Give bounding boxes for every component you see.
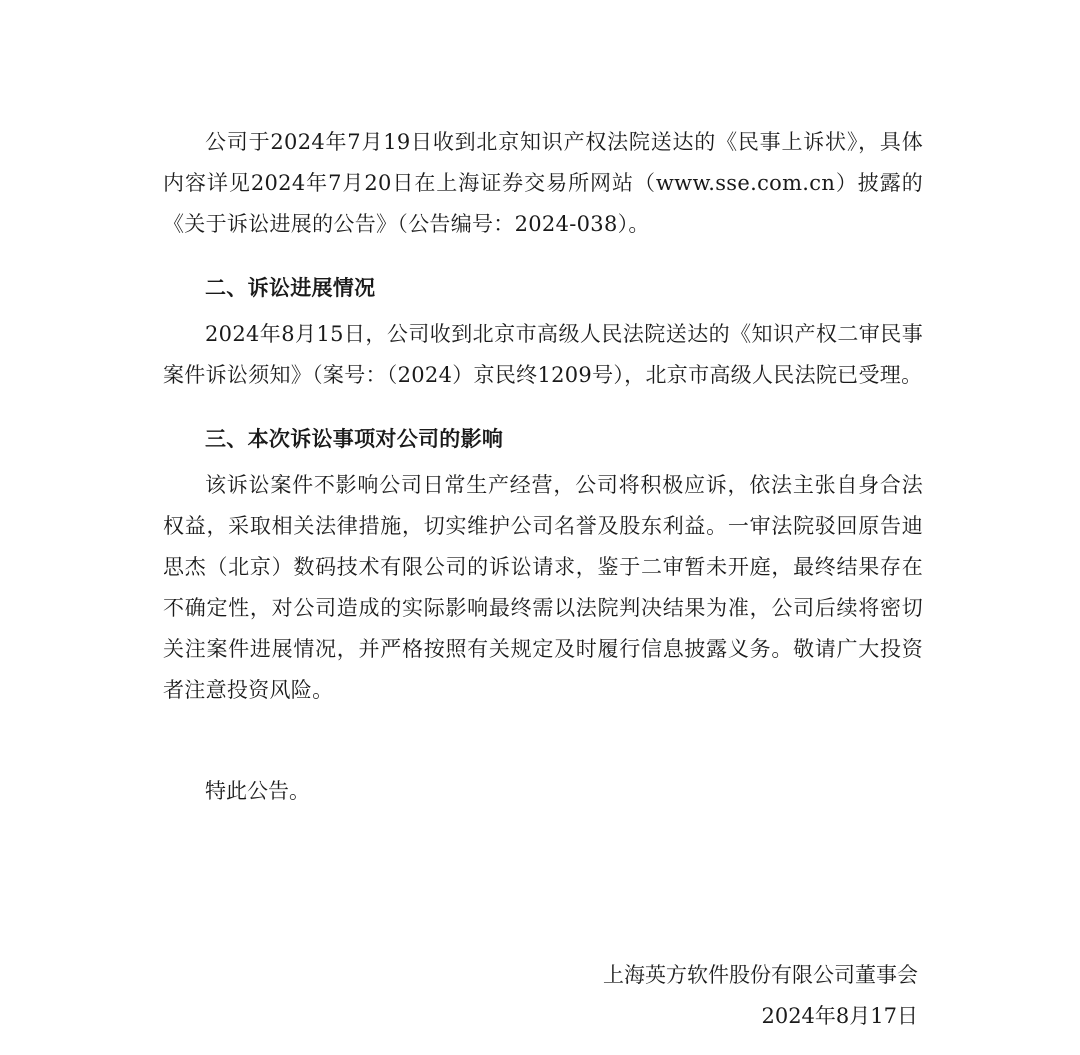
section3-heading: 三、本次诉讼事项对公司的影响 <box>205 426 504 451</box>
signature-date: 2024年8月17日 <box>761 1004 918 1028</box>
section3-paragraph: 该诉讼案件不影响公司日常生产经营，公司将积极应诉，依法主张自身合法权益，采取相关法律措施，切实维护公司名誉及股东利益。一审法院驳回原告迪思杰（北京）数码技术有限公司的诉讼请求，鉴于二审暂未开庭，最终结果存在不确定性，对公司造成的实际影响最终需以法院判决结果为准，公司后续将密切关注案件进展情况，并严格按照有关规定及时履行信息披露义务。敬请广大投资者注意投资风险。 <box>163 473 923 702</box>
spacer <box>163 245 923 267</box>
spacer <box>163 396 923 418</box>
signature-block <box>603 955 918 1037</box>
closing-text: 特此公告。 <box>205 779 310 803</box>
announcement-body <box>163 122 923 812</box>
signature-company: 上海英方软件股份有限公司董事会 <box>603 963 918 987</box>
spacer <box>163 711 923 771</box>
section2-heading: 二、诉讼进展情况 <box>205 275 376 300</box>
section2-paragraph: 2024年8月15日，公司收到北京市高级人民法院送达的《知识产权二审民事案件诉讼须知》（案号：（2024）京民终1209号），北京市高级人民法院已受理。 <box>163 322 923 387</box>
intro-paragraph: 公司于2024年7月19日收到北京知识产权法院送达的《民事上诉状》，具体内容详见2024年7月20日在上海证券交易所网站（www.sse.com.cn）披露的《关于诉讼进展的公告》（公告编号：2024-038）。 <box>163 130 923 236</box>
